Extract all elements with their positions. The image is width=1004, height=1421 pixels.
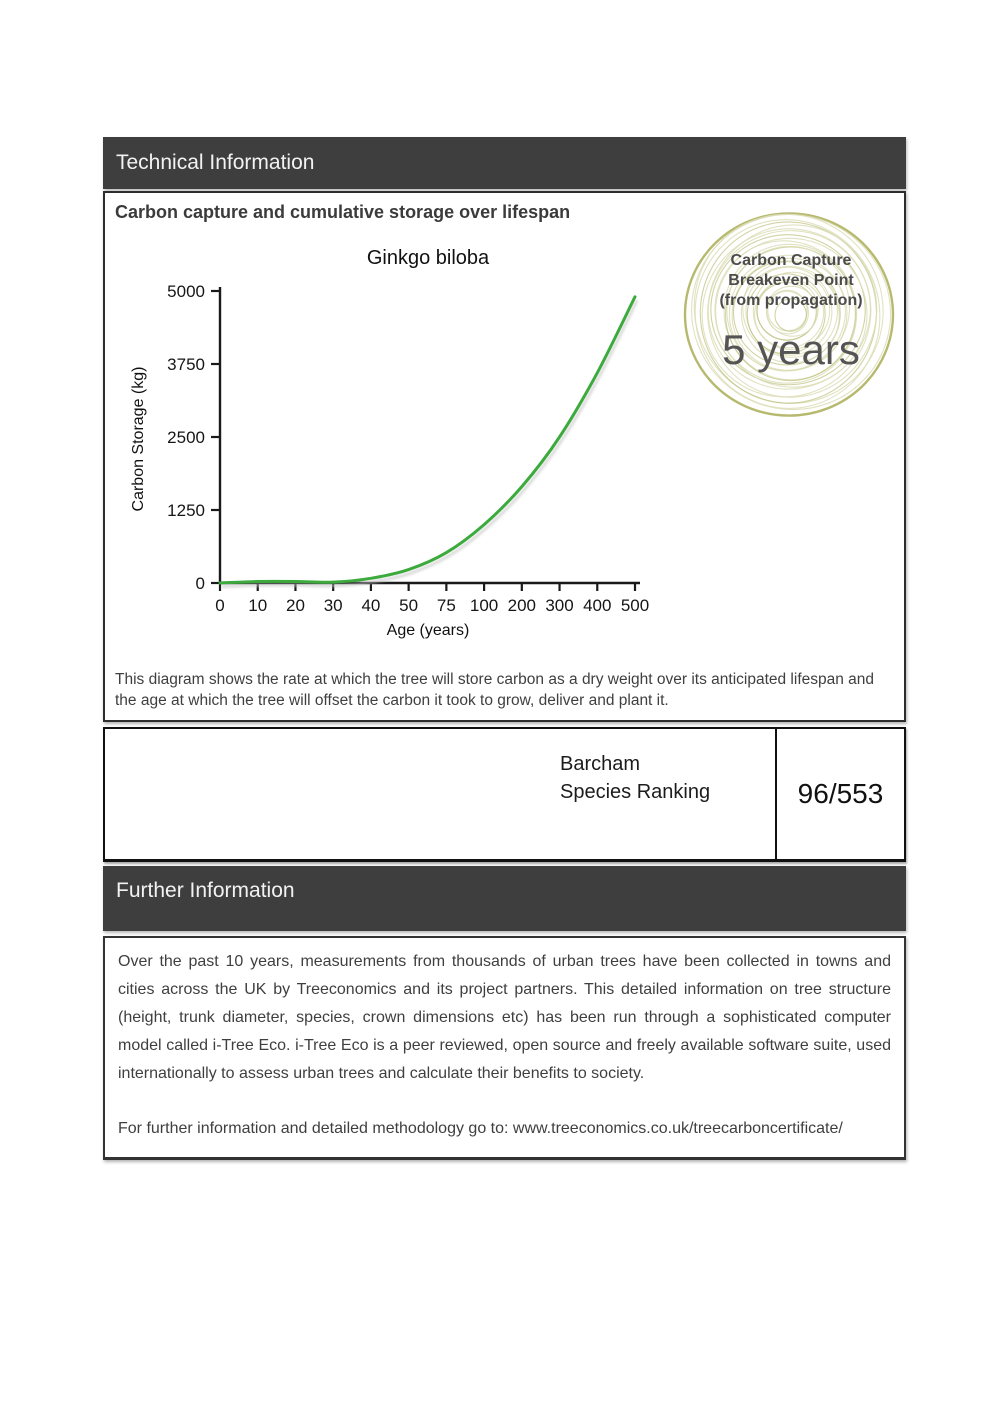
svg-text:1250: 1250 [167,501,205,520]
technical-information-title: Technical Information [116,151,315,174]
svg-text:300: 300 [545,596,574,615]
chart-panel [103,191,906,722]
svg-text:0: 0 [195,574,205,593]
ranking-label-cell [105,729,775,859]
svg-text:20: 20 [285,596,305,615]
further-information-header [103,866,906,931]
further-information-title: Further Information [116,879,295,902]
svg-text:75: 75 [436,596,456,615]
badge-heading-line2: Breakeven Point [728,272,854,289]
carbon-storage-chart [117,234,677,646]
svg-text:500: 500 [620,596,650,615]
svg-text:30: 30 [323,596,343,615]
chart-panel-title: Carbon capture and cumulative storage over lifespan [115,202,571,222]
y-axis-label: Carbon Storage (kg) [130,366,147,512]
svg-text:100: 100 [469,596,499,615]
badge-heading-line3: (from propagation) [719,292,863,309]
info-link-paragraph: For further information and detailed methodology go to: www.treeconomics.co.uk/treecarboncertificate/ [118,1120,843,1137]
chart-title: Ginkgo biloba [366,247,490,269]
ranking-label [560,750,710,806]
svg-text:2500: 2500 [167,428,205,447]
ranking-value-cell [775,729,904,859]
chart-plot-area [167,282,649,615]
ranking-value: 96/553 [797,778,884,809]
ranking-label-line1: Barcham [560,753,641,775]
svg-text:5000: 5000 [167,282,205,301]
tree-rings-illustration [682,199,900,417]
svg-text:3750: 3750 [167,355,205,374]
badge-value: 5 years [722,326,860,373]
badge-heading-line1: Carbon Capture [730,252,852,269]
species-ranking-box [103,727,906,862]
certificate-content [103,137,906,1160]
svg-text:400: 400 [583,596,612,615]
further-information-panel [103,936,906,1160]
x-axis-label: Age (years) [386,622,470,639]
ranking-label-line2: Species Ranking [560,781,711,803]
svg-text:200: 200 [507,596,537,615]
svg-text:40: 40 [361,596,381,615]
svg-text:10: 10 [248,596,268,615]
info-paragraph: Over the past 10 years, measurements from thousands of urban trees have been collected in towns and cities across the UK by Treeconomics and its project partners. This detailed information on tree structure (height, trunk diameter, species, crown dimensions etc) has been run through a sophisticated computer model called i-Tree Eco. i-Tree Eco is a peer reviewed, open source and freely available software suite, used internationally to assess urban trees and calculate their benefits to society. [118,953,891,1082]
breakeven-badge [682,199,900,417]
svg-text:0: 0 [215,596,225,615]
svg-text:50: 50 [399,596,419,615]
technical-information-header [103,137,906,189]
chart-description: This diagram shows the rate at which the tree will store carbon as a dry weight over its anticipated lifespan and the age at which the tree will offset the carbon it took to grow, deliver and plant it. [115,671,875,709]
